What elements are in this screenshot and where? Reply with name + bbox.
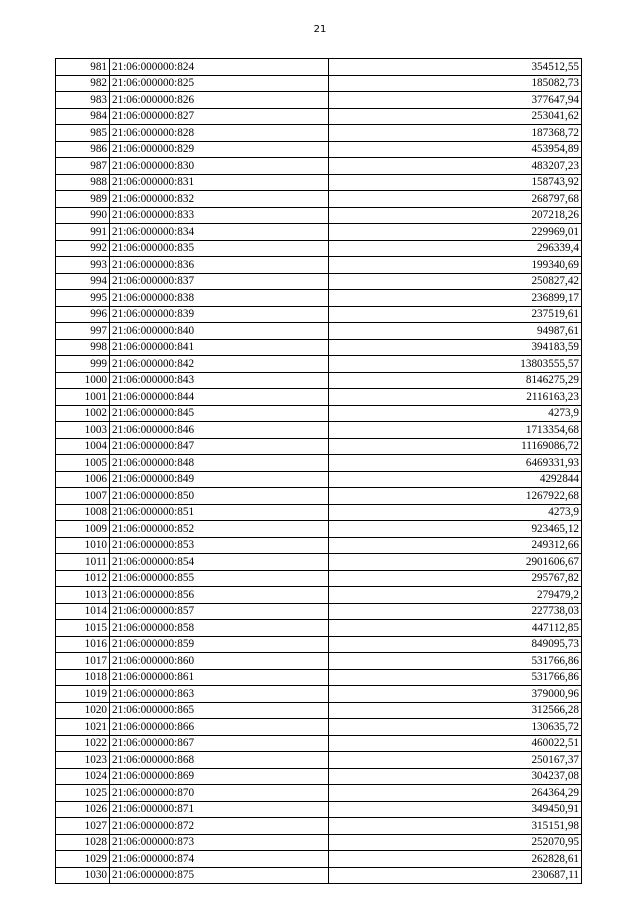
table-row	[56, 735, 582, 752]
cadastral-number-cell: 21:06:000000:835	[110, 240, 329, 257]
value-cell: 349450,91	[329, 801, 582, 818]
cadastral-number-cell: 21:06:000000:856	[110, 587, 329, 604]
value-cell: 249312,66	[329, 537, 582, 554]
cadastral-number-cell: 21:06:000000:860	[110, 653, 329, 670]
row-number-cell: 989	[56, 191, 110, 208]
row-number-cell: 1005	[56, 455, 110, 472]
value-cell: 4292844	[329, 471, 582, 488]
table-body	[56, 59, 582, 884]
table-row	[56, 669, 582, 686]
table-row	[56, 108, 582, 125]
value-cell: 252070,95	[329, 834, 582, 851]
value-cell: 312566,28	[329, 702, 582, 719]
cadastral-number-cell: 21:06:000000:845	[110, 405, 329, 422]
table-row	[56, 851, 582, 868]
value-cell: 207218,26	[329, 207, 582, 224]
table-row	[56, 504, 582, 521]
table-row	[56, 818, 582, 835]
cadastral-number-cell: 21:06:000000:852	[110, 521, 329, 538]
row-number-cell: 987	[56, 158, 110, 175]
table-row	[56, 620, 582, 637]
cadastral-number-cell: 21:06:000000:836	[110, 257, 329, 274]
row-number-cell: 1023	[56, 752, 110, 769]
value-cell: 11169086,72	[329, 438, 582, 455]
cadastral-number-cell: 21:06:000000:838	[110, 290, 329, 307]
value-cell: 236899,17	[329, 290, 582, 307]
row-number-cell: 1000	[56, 372, 110, 389]
row-number-cell: 1006	[56, 471, 110, 488]
value-cell: 13803555,57	[329, 356, 582, 373]
row-number-cell: 999	[56, 356, 110, 373]
table-row	[56, 240, 582, 257]
value-cell: 250167,37	[329, 752, 582, 769]
value-cell: 199340,69	[329, 257, 582, 274]
cadastral-number-cell: 21:06:000000:831	[110, 174, 329, 191]
row-number-cell: 990	[56, 207, 110, 224]
table-row	[56, 587, 582, 604]
table-row	[56, 834, 582, 851]
cadastral-number-cell: 21:06:000000:826	[110, 92, 329, 109]
table-row	[56, 719, 582, 736]
value-cell: 158743,92	[329, 174, 582, 191]
cadastral-number-cell: 21:06:000000:843	[110, 372, 329, 389]
cadastral-number-cell: 21:06:000000:824	[110, 59, 329, 76]
row-number-cell: 1010	[56, 537, 110, 554]
table-row	[56, 306, 582, 323]
cadastral-number-cell: 21:06:000000:837	[110, 273, 329, 290]
table-row	[56, 191, 582, 208]
table-row	[56, 75, 582, 92]
cadastral-number-cell: 21:06:000000:866	[110, 719, 329, 736]
value-cell: 185082,73	[329, 75, 582, 92]
cadastral-number-cell: 21:06:000000:857	[110, 603, 329, 620]
cadastral-number-cell: 21:06:000000:848	[110, 455, 329, 472]
row-number-cell: 1013	[56, 587, 110, 604]
value-cell: 230687,11	[329, 867, 582, 884]
table-row	[56, 438, 582, 455]
cadastral-number-cell: 21:06:000000:858	[110, 620, 329, 637]
row-number-cell: 993	[56, 257, 110, 274]
table-row	[56, 752, 582, 769]
cadastral-number-cell: 21:06:000000:832	[110, 191, 329, 208]
row-number-cell: 991	[56, 224, 110, 241]
row-number-cell: 1019	[56, 686, 110, 703]
cadastral-number-cell: 21:06:000000:829	[110, 141, 329, 158]
row-number-cell: 1012	[56, 570, 110, 587]
row-number-cell: 1016	[56, 636, 110, 653]
row-number-cell: 1011	[56, 554, 110, 571]
row-number-cell: 996	[56, 306, 110, 323]
value-cell: 453954,89	[329, 141, 582, 158]
table-row	[56, 488, 582, 505]
table-row	[56, 455, 582, 472]
cadastral-number-cell: 21:06:000000:863	[110, 686, 329, 703]
table-row	[56, 158, 582, 175]
value-cell: 849095,73	[329, 636, 582, 653]
cadastral-number-cell: 21:06:000000:875	[110, 867, 329, 884]
cadastral-number-cell: 21:06:000000:842	[110, 356, 329, 373]
value-cell: 264364,29	[329, 785, 582, 802]
row-number-cell: 997	[56, 323, 110, 340]
table-row	[56, 801, 582, 818]
cadastral-number-cell: 21:06:000000:841	[110, 339, 329, 356]
row-number-cell: 995	[56, 290, 110, 307]
table-row	[56, 405, 582, 422]
table-row	[56, 224, 582, 241]
table-row	[56, 323, 582, 340]
cadastral-number-cell: 21:06:000000:868	[110, 752, 329, 769]
value-cell: 268797,68	[329, 191, 582, 208]
table-row	[56, 471, 582, 488]
table-row	[56, 422, 582, 439]
value-cell: 8146275,29	[329, 372, 582, 389]
cadastral-number-cell: 21:06:000000:847	[110, 438, 329, 455]
value-cell: 1713354,68	[329, 422, 582, 439]
value-cell: 295767,82	[329, 570, 582, 587]
value-cell: 130635,72	[329, 719, 582, 736]
row-number-cell: 1007	[56, 488, 110, 505]
row-number-cell: 1020	[56, 702, 110, 719]
cadastral-number-cell: 21:06:000000:846	[110, 422, 329, 439]
cadastral-number-cell: 21:06:000000:853	[110, 537, 329, 554]
row-number-cell: 983	[56, 92, 110, 109]
table-row	[56, 174, 582, 191]
row-number-cell: 982	[56, 75, 110, 92]
value-cell: 94987,61	[329, 323, 582, 340]
cadastral-number-cell: 21:06:000000:854	[110, 554, 329, 571]
table-row	[56, 290, 582, 307]
cadastral-number-cell: 21:06:000000:870	[110, 785, 329, 802]
table-row	[56, 867, 582, 884]
table-row	[56, 257, 582, 274]
table-row	[56, 356, 582, 373]
row-number-cell: 1003	[56, 422, 110, 439]
value-cell: 237519,61	[329, 306, 582, 323]
value-cell: 447112,85	[329, 620, 582, 637]
cadastral-number-cell: 21:06:000000:865	[110, 702, 329, 719]
cadastral-number-cell: 21:06:000000:840	[110, 323, 329, 340]
value-cell: 4273,9	[329, 504, 582, 521]
row-number-cell: 992	[56, 240, 110, 257]
row-number-cell: 1014	[56, 603, 110, 620]
value-cell: 229969,01	[329, 224, 582, 241]
value-cell: 253041,62	[329, 108, 582, 125]
value-cell: 531766,86	[329, 669, 582, 686]
value-cell: 6469331,93	[329, 455, 582, 472]
cadastral-number-cell: 21:06:000000:825	[110, 75, 329, 92]
row-number-cell: 1022	[56, 735, 110, 752]
row-number-cell: 998	[56, 339, 110, 356]
row-number-cell: 994	[56, 273, 110, 290]
value-cell: 377647,94	[329, 92, 582, 109]
row-number-cell: 1002	[56, 405, 110, 422]
value-cell: 354512,55	[329, 59, 582, 76]
value-cell: 279479,2	[329, 587, 582, 604]
row-number-cell: 1024	[56, 768, 110, 785]
table-row	[56, 554, 582, 571]
row-number-cell: 1018	[56, 669, 110, 686]
cadastral-number-cell: 21:06:000000:874	[110, 851, 329, 868]
table-row	[56, 92, 582, 109]
cadastral-number-cell: 21:06:000000:833	[110, 207, 329, 224]
row-number-cell: 988	[56, 174, 110, 191]
table-row	[56, 653, 582, 670]
cadastral-number-cell: 21:06:000000:872	[110, 818, 329, 835]
cadastral-number-cell: 21:06:000000:839	[110, 306, 329, 323]
cadastral-number-cell: 21:06:000000:830	[110, 158, 329, 175]
cadastral-number-cell: 21:06:000000:869	[110, 768, 329, 785]
value-cell: 296339,4	[329, 240, 582, 257]
value-cell: 4273,9	[329, 405, 582, 422]
cadastral-number-cell: 21:06:000000:834	[110, 224, 329, 241]
value-cell: 483207,23	[329, 158, 582, 175]
table-row	[56, 686, 582, 703]
value-cell: 227738,03	[329, 603, 582, 620]
row-number-cell: 985	[56, 125, 110, 142]
table-row	[56, 372, 582, 389]
cadastral-number-cell: 21:06:000000:855	[110, 570, 329, 587]
row-number-cell: 1001	[56, 389, 110, 406]
table-row	[56, 603, 582, 620]
table-row	[56, 389, 582, 406]
value-cell: 923465,12	[329, 521, 582, 538]
row-number-cell: 1026	[56, 801, 110, 818]
row-number-cell: 1027	[56, 818, 110, 835]
value-cell: 531766,86	[329, 653, 582, 670]
row-number-cell: 986	[56, 141, 110, 158]
table-row	[56, 521, 582, 538]
table-row	[56, 537, 582, 554]
row-number-cell: 1028	[56, 834, 110, 851]
value-cell: 304237,08	[329, 768, 582, 785]
table-row	[56, 125, 582, 142]
table-row	[56, 636, 582, 653]
value-cell: 460022,51	[329, 735, 582, 752]
row-number-cell: 1029	[56, 851, 110, 868]
row-number-cell: 1030	[56, 867, 110, 884]
value-cell: 1267922,68	[329, 488, 582, 505]
row-number-cell: 984	[56, 108, 110, 125]
cadastral-number-cell: 21:06:000000:867	[110, 735, 329, 752]
table-row	[56, 768, 582, 785]
cadastral-number-cell: 21:06:000000:851	[110, 504, 329, 521]
value-cell: 394183,59	[329, 339, 582, 356]
value-cell: 2116163,23	[329, 389, 582, 406]
cadastral-number-cell: 21:06:000000:844	[110, 389, 329, 406]
row-number-cell: 981	[56, 59, 110, 76]
table-row	[56, 785, 582, 802]
table-row	[56, 339, 582, 356]
cadastral-number-cell: 21:06:000000:850	[110, 488, 329, 505]
value-cell: 250827,42	[329, 273, 582, 290]
table-row	[56, 141, 582, 158]
table-row	[56, 570, 582, 587]
table-row	[56, 273, 582, 290]
table-row	[56, 59, 582, 76]
cadastral-number-cell: 21:06:000000:849	[110, 471, 329, 488]
table-row	[56, 207, 582, 224]
cadastral-number-cell: 21:06:000000:828	[110, 125, 329, 142]
cadastral-number-cell: 21:06:000000:859	[110, 636, 329, 653]
row-number-cell: 1017	[56, 653, 110, 670]
page-number: 21	[313, 24, 327, 35]
value-cell: 2901606,67	[329, 554, 582, 571]
row-number-cell: 1004	[56, 438, 110, 455]
value-cell: 315151,98	[329, 818, 582, 835]
cadastral-number-cell: 21:06:000000:873	[110, 834, 329, 851]
data-table	[55, 58, 582, 884]
value-cell: 187368,72	[329, 125, 582, 142]
cadastral-number-cell: 21:06:000000:827	[110, 108, 329, 125]
cadastral-number-cell: 21:06:000000:861	[110, 669, 329, 686]
row-number-cell: 1015	[56, 620, 110, 637]
table-row	[56, 702, 582, 719]
row-number-cell: 1009	[56, 521, 110, 538]
value-cell: 262828,61	[329, 851, 582, 868]
row-number-cell: 1008	[56, 504, 110, 521]
cadastral-number-cell: 21:06:000000:871	[110, 801, 329, 818]
row-number-cell: 1025	[56, 785, 110, 802]
row-number-cell: 1021	[56, 719, 110, 736]
value-cell: 379000,96	[329, 686, 582, 703]
